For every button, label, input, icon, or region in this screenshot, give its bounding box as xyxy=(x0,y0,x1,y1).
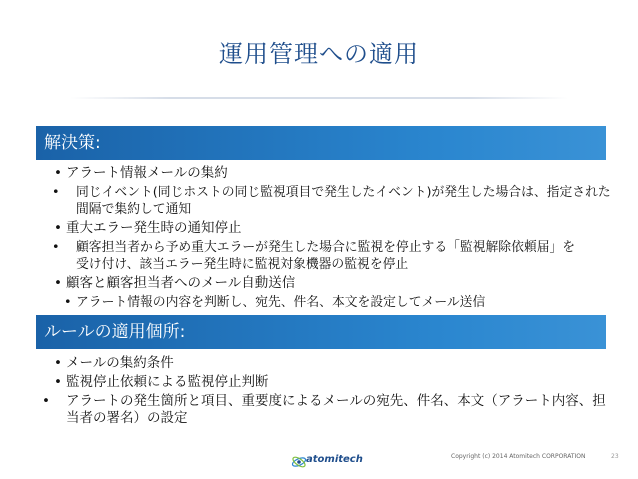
bullet-icon: • xyxy=(54,165,62,181)
list-item xyxy=(54,355,174,372)
slide-title: 運用管理への適用 xyxy=(219,40,419,68)
list-item xyxy=(54,220,242,237)
bullet-icon: • xyxy=(42,393,50,409)
list-item-text: アラートの発生箇所と項目、重要度によるメールの宛先、件名、本文（アラート内容、担当者の署名）の設定 xyxy=(66,393,606,426)
bullet-icon: • xyxy=(64,295,72,310)
list-item xyxy=(42,393,616,427)
bullet-icon: • xyxy=(54,275,62,291)
list-item xyxy=(52,239,576,273)
page-number: 23 xyxy=(611,453,619,460)
list-item xyxy=(54,165,228,182)
list-item-text: 顧客と顧客担当者へのメール自動送信 xyxy=(66,275,296,291)
list-item-text: 同じイベント(同じホストの同じ監視項目で発生したイベント)が発生した場合は、指定された間隔で集約して通知 xyxy=(76,185,611,217)
copyright-text: Copyright (c) 2014 Atomitech CORPORATION xyxy=(451,453,586,460)
section-heading-rule-scope: ルールの適用個所: xyxy=(36,315,606,349)
bullet-icon: • xyxy=(54,374,62,390)
title-divider xyxy=(70,97,568,99)
list-item-text: 重大エラー発生時の通知停止 xyxy=(66,220,242,236)
list-item-text: 監視停止依頼による監視停止判断 xyxy=(66,374,269,390)
list-item-text: 顧客担当者から予め重大エラーが発生した場合に監視を停止する「監視解除依頼届」を受け付け、該当エラー発生時に監視対象機器の監視を停止 xyxy=(76,240,576,272)
bullet-icon: • xyxy=(54,220,62,236)
list-item-text: アラート情報メールの集約 xyxy=(66,165,228,181)
list-item xyxy=(54,374,269,391)
bullet-icon: • xyxy=(54,355,62,371)
list-item xyxy=(64,294,485,311)
list-item xyxy=(52,184,616,218)
list-item xyxy=(54,275,295,292)
bullet-icon: • xyxy=(52,240,60,255)
list-item-text: メールの集約条件 xyxy=(66,355,174,371)
section-heading-solution: 解決策: xyxy=(36,126,606,160)
bullet-icon: • xyxy=(52,185,60,200)
list-item-text: アラート情報の内容を判断し、宛先、件名、本文を設定してメール送信 xyxy=(76,295,486,310)
logo-text: atomitech xyxy=(306,454,363,465)
